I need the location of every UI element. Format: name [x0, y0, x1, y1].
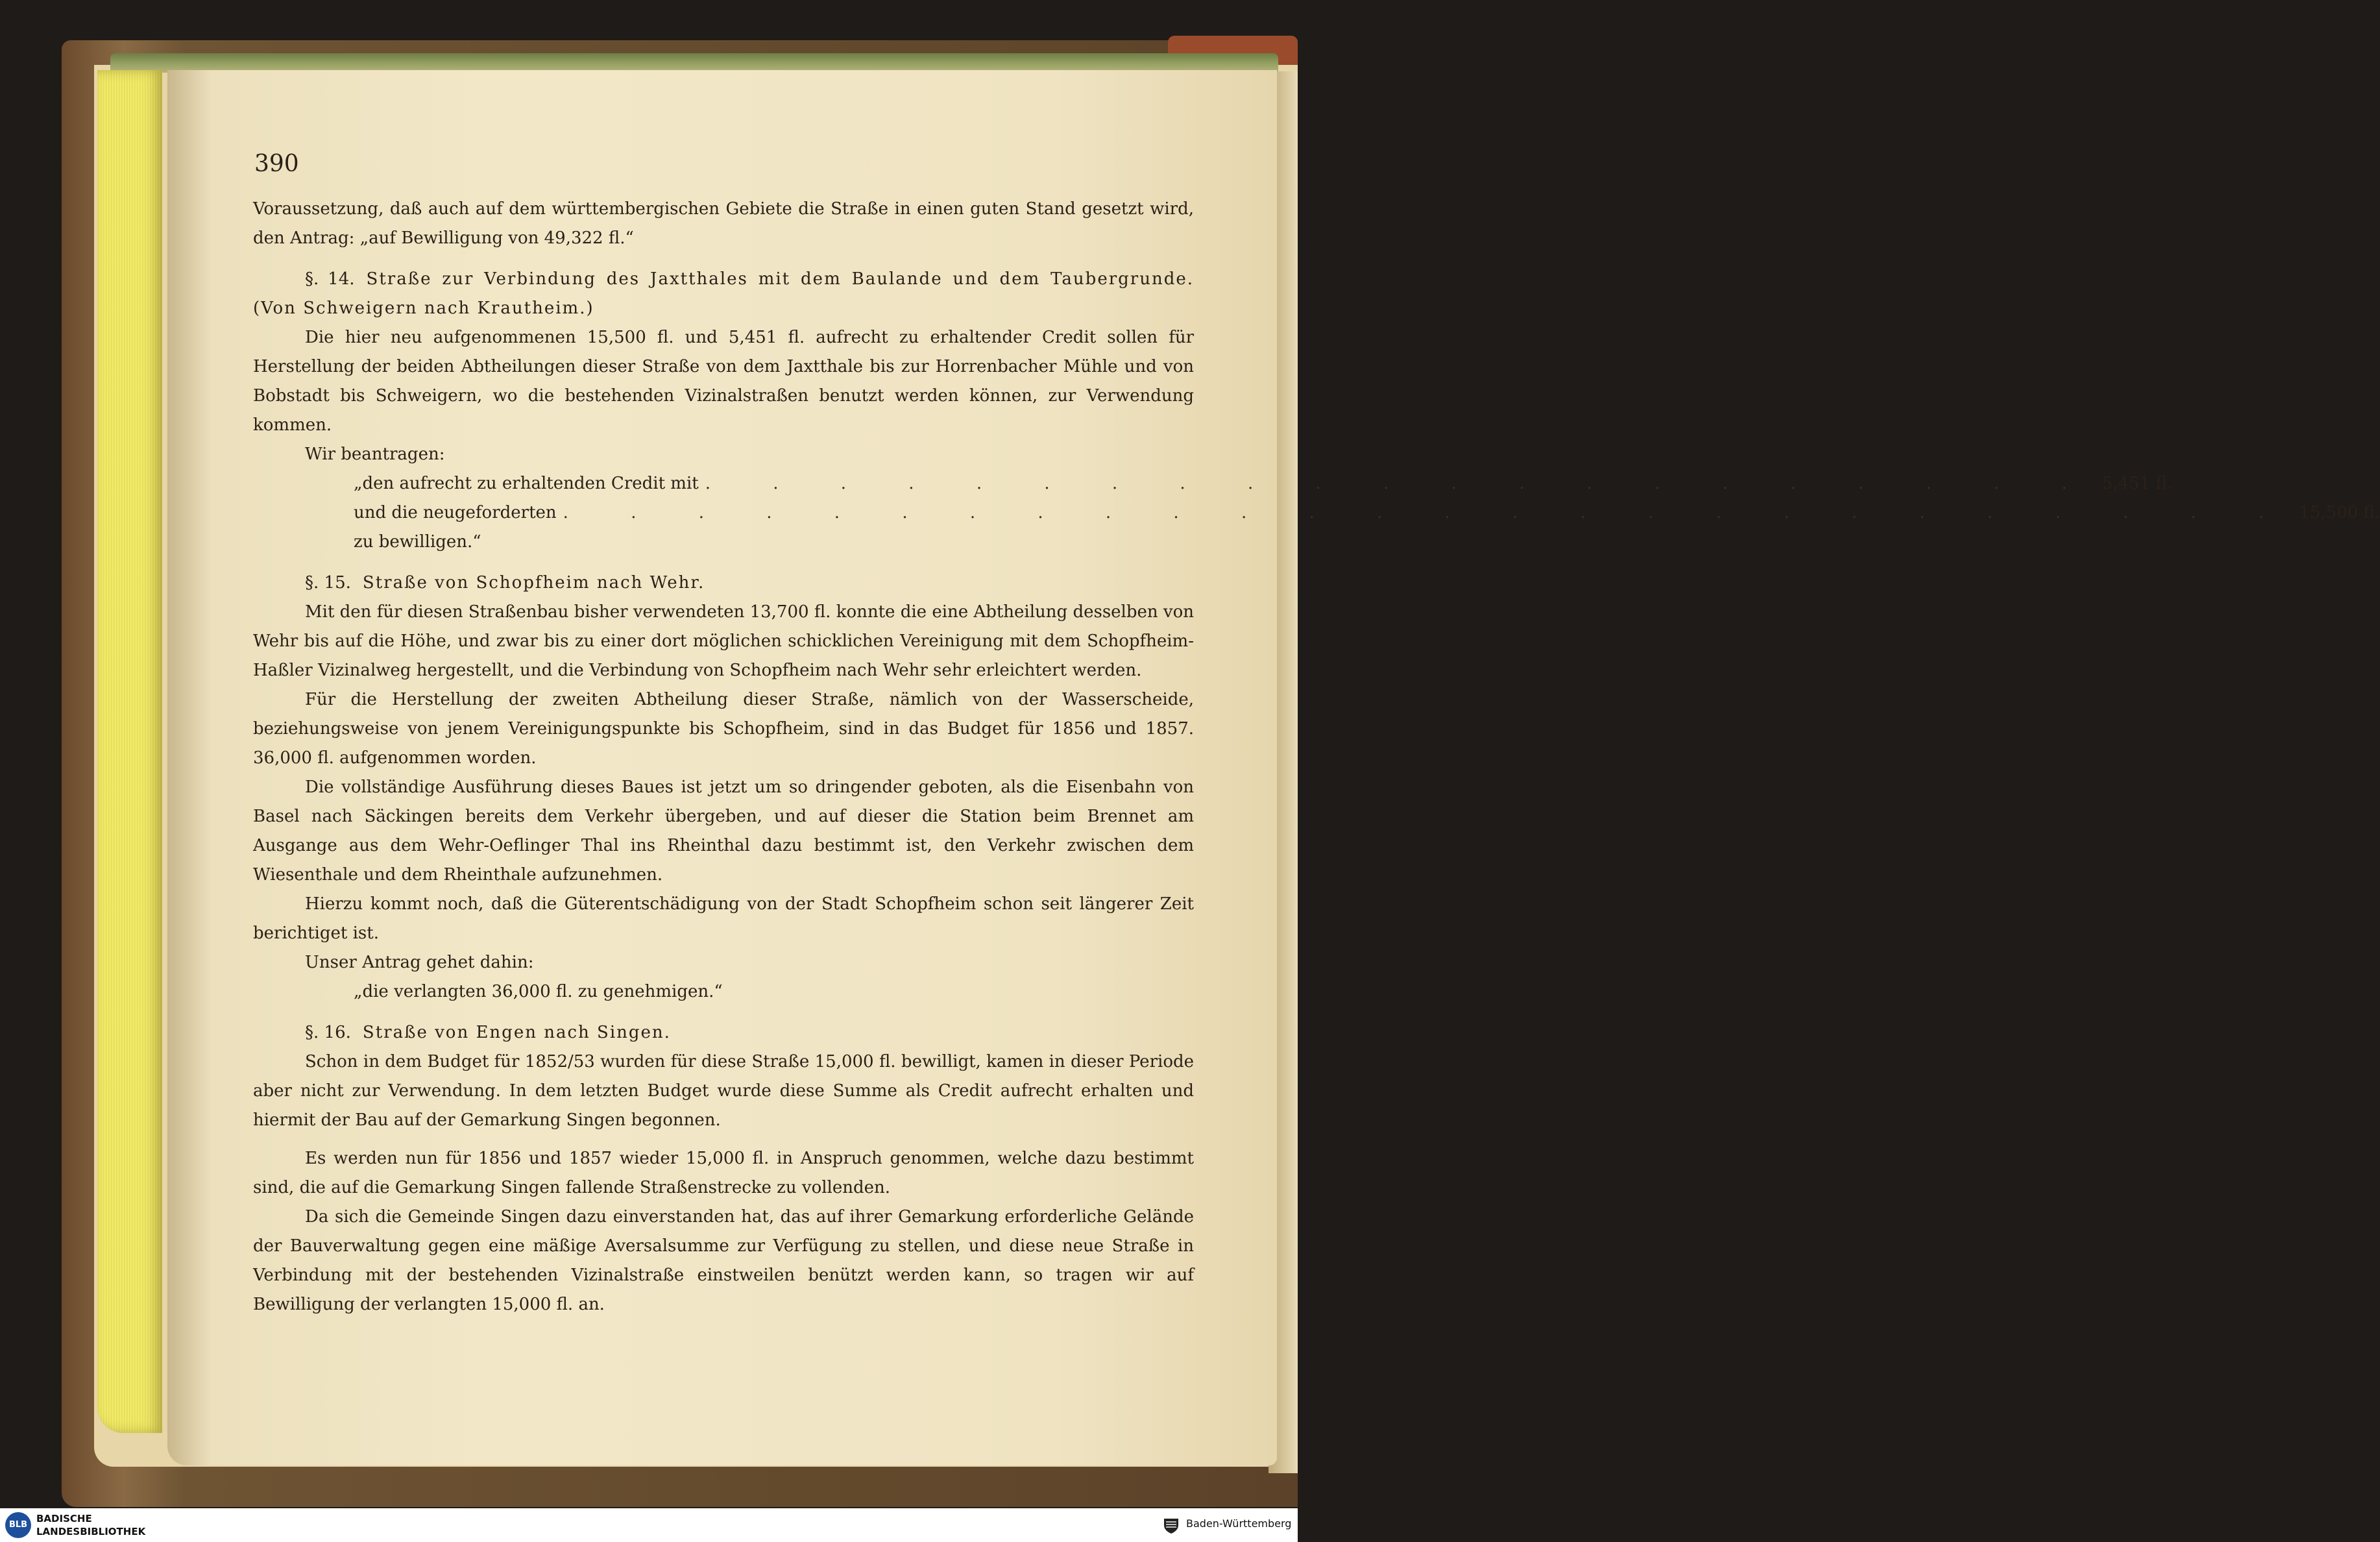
page-number: 390: [254, 151, 299, 177]
paragraph: Unser Antrag gehet dahin:: [305, 953, 534, 972]
library-name[interactable]: [36, 1512, 145, 1538]
section-number: §. 16.: [305, 1023, 351, 1042]
quote-amount: 5,451 fl.: [2102, 474, 2172, 493]
quote-label: „den aufrecht zu erhaltenden Credit mit: [354, 474, 699, 493]
leader-dots: . . . . . . . . . . . . . . . . . . . . .: [705, 474, 2096, 493]
section-title: Straße zur Verbindung des Jaxtthales mit dem Baulande und dem Taubergrunde. (Von Schweigern nach Krautheim.): [253, 269, 1194, 318]
paragraph: Wir beantragen:: [305, 445, 445, 464]
page-text: [253, 195, 2380, 1319]
quote-line: „die verlangten 36,000 fl. zu genehmigen.“: [354, 982, 723, 1001]
blb-logo-icon[interactable]: BLB: [5, 1512, 31, 1538]
paragraph: Die hier neu aufgenommenen 15,500 fl. und 5,451 fl. aufrecht zu erhaltender Credit sollen für Herstellung der beiden Abtheilungen dieser Straße von dem Jaxtthale bis zur Horrenbacher Mühle und von Bobstadt bis Schweigern, wo die bestehenden Vizinalstraßen benutzt werden können, zur Verwendung kommen.: [253, 328, 1194, 435]
paragraph: Für die Herstellung der zweiten Abtheilung dieser Straße, nämlich von der Wasserscheide, beziehungsweise von jenem Vereinigungspunkte bis Schopfheim, sind in das Budget für 1856 und 1857. 36,000 fl. aufgenommen worden.: [253, 690, 1194, 768]
leader-dots: . . . . . . . . . . . . . . . . . . . . . . . . . .: [563, 503, 2293, 522]
paragraph: Mit den für diesen Straßenbau bisher verwendeten 13,700 fl. konnte die eine Abtheilung desselben von Wehr bis auf die Höhe, und zwar bis zu einer dort möglichen schicklichen Vereinigung mit dem Schopfheim-Haßler Vizinalweg hergestellt, und die Verbindung von Schopfheim nach Wehr sehr erleichtert werden.: [253, 602, 1194, 680]
section-heading: [253, 265, 1194, 323]
section-title: Straße von Engen nach Singen.: [362, 1023, 671, 1042]
quote-label: und die neugeforderten: [354, 503, 557, 522]
paragraph: Da sich die Gemeinde Singen dazu einverstanden hat, das auf ihrer Gemarkung erforderliche Gelände der Bauverwaltung gegen eine mäßige Aversalsumme zur Verfügung zu stellen, und diese neue Straße in Verbindung mit der bestehenden Vizinalstraße einstweilen benützt werden kann, so tragen wir auf Bewilligung der verlangten 15,000 fl. an.: [253, 1207, 1194, 1314]
library-name-line2: LANDESBIBLIOTHEK: [36, 1526, 146, 1537]
section-heading: [253, 1018, 1194, 1047]
section-number: §. 14.: [305, 269, 355, 289]
paragraph: Hierzu kommt noch, daß die Güterentschädigung von der Stadt Schopfheim schon seit längerer Zeit berichtiget ist.: [253, 894, 1194, 943]
state-name[interactable]: Baden-Württemberg: [1186, 1517, 1292, 1530]
quote-amount: 15,500 fl.: [2299, 503, 2380, 522]
paragraph: Die vollständige Ausführung dieses Baues ist jetzt um so dringender geboten, als die Eisenbahn von Basel nach Säckingen bereits dem Verkehr übergeben, und auf dieser die Station beim Brennet am Ausgange aus dem Wehr-Oeflinger Thal ins Rheinthal dazu bestimmt ist, den Verkehr zwischen dem Wiesenthale und dem Rheinthale aufzunehmen.: [253, 777, 1194, 885]
section-heading: [253, 569, 1194, 598]
footer-bar: [0, 1508, 1298, 1542]
quote-line: [354, 498, 2380, 528]
paragraph: Schon in dem Budget für 1852/53 wurden für diese Straße 15,000 fl. bewilligt, kamen in dieser Periode aber nicht zur Verwendung. In dem letzten Budget wurde diese Summe als Credit aufrecht erhalten und hiermit der Bau auf der Gemarkung Singen begonnen.: [253, 1052, 1194, 1130]
library-name-line1: BADISCHE: [36, 1513, 92, 1524]
page-edges: [97, 70, 162, 1433]
paragraph: Es werden nun für 1856 und 1857 wieder 15,000 fl. in Anspruch genommen, welche dazu bestimmt sind, die auf die Gemarkung Singen fallende Straßenstrecke zu vollenden.: [253, 1149, 1194, 1197]
section-number: §. 15.: [305, 573, 351, 593]
section-title: Straße von Schopfheim nach Wehr.: [362, 573, 705, 593]
quote-line: [354, 469, 2172, 498]
quote-line: zu bewilligen.“: [354, 532, 481, 552]
paragraph: Voraussetzung, daß auch auf dem württembergischen Gebiete die Straße in einen guten Stand gesetzt wird, den Antrag: „auf Bewilligung von 49,322 fl.“: [253, 199, 1194, 248]
bw-coat-of-arms-icon[interactable]: [1163, 1516, 1180, 1534]
